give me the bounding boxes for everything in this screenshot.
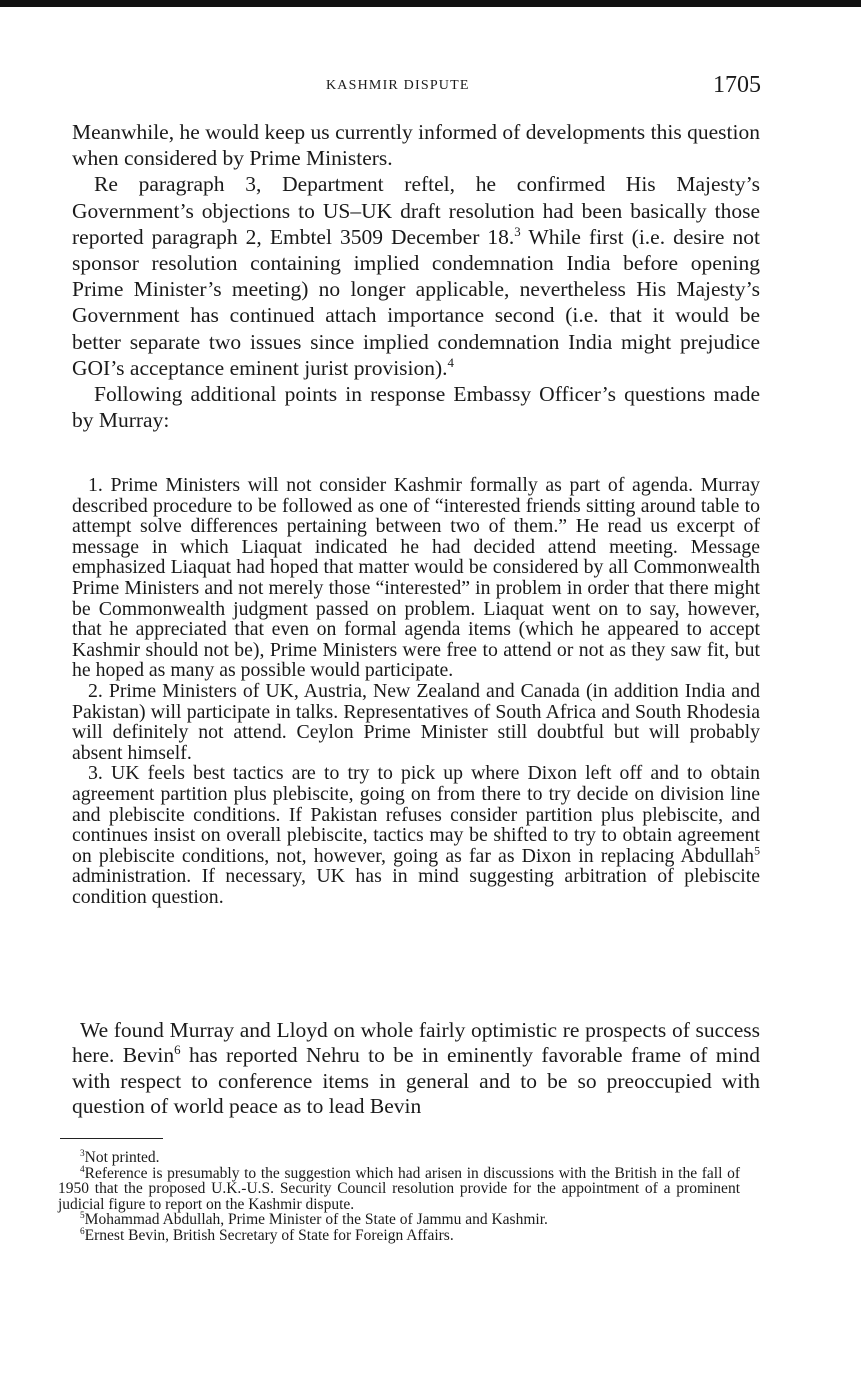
footnotes — [58, 1150, 740, 1244]
paragraph-text: We found Murray and Lloyd on whole fairly optimistic re prospects of success here. Bevin — [72, 1018, 760, 1068]
paragraph-following: Following additional points in response Embassy Officer’s questions made by Murray: — [72, 382, 760, 433]
paragraph-murray-lloyd — [72, 1018, 760, 1120]
footnote-text: Mohammad Abdullah, Prime Minister of the State of Jammu and Kashmir. — [84, 1211, 548, 1229]
footnote-ref: 4 — [447, 355, 454, 370]
footnote-4 — [58, 1166, 740, 1213]
footnote-mark: 6 — [80, 1226, 85, 1237]
page-header — [72, 72, 761, 106]
paragraph-continuation: Meanwhile, he would keep us currently informed of developments this question when considered by Prime Ministers. — [72, 120, 760, 171]
footnote-text: Not printed. — [84, 1149, 160, 1166]
footnote-text: Reference is presumably to the suggestion which had arisen in discussions with the British in the fall of 1950 that the proposed U.K.-U.S. Security Council resolution provide for the appointment of a prominent judicial figure to report on the Kashmir dispute. — [58, 1164, 740, 1213]
footnote-5 — [58, 1212, 740, 1228]
numbered-points — [72, 475, 760, 907]
top-border-rule — [0, 0, 861, 7]
numbered-point-1: 1. Prime Ministers will not consider Kashmir formally as part of agenda. Murray described procedure to be followed as one of “interested friends sitting around table to attempt solve differences pertaining between two of them.” He read us excerpt of message in which Liaquat indicated he had decided attend meeting. Message emphasized Liaquat had hoped that matter would be considered by all Commonwealth Prime Ministers and not merely those “interested” in problem in order that there might be Commonwealth judgment passed on problem. Liaquat went on to say, however, that he appreciated that even on formal agenda items (which he appeared to accept Kashmir should not be), Prime Ministers were free to attend or not as they saw fit, but he hoped as many as possible would participate. — [72, 474, 760, 682]
footnote-divider — [60, 1138, 163, 1139]
paragraph-text: Re paragraph 3, Department reftel, he confirmed His Majesty’s Government’s objections to US–UK draft resolution had been basically those reported paragraph 2, Embtel 3509 December 18. — [72, 172, 760, 249]
numbered-point-2: 2. Prime Ministers of UK, Austria, New Zealand and Canada (in addition India and Pakistan) will participate in talks. Representatives of South Africa and South Rhodesia will definitely not attend. Ceylon Prime Minister still doubtful but will probably absent himself. — [72, 679, 760, 764]
footnote-ref: 6 — [174, 1043, 181, 1058]
opening-paragraphs — [72, 119, 760, 433]
page-number: 1705 — [713, 72, 761, 98]
footnote-ref: 5 — [754, 843, 760, 858]
footnote-mark: 3 — [80, 1148, 85, 1159]
numbered-point-3 — [72, 763, 760, 907]
footnote-ref: 3 — [514, 224, 521, 239]
footnote-text: Ernest Bevin, British Secretary of State for Foreign Affairs. — [84, 1226, 454, 1244]
footnote-3 — [58, 1150, 740, 1166]
footnote-mark: 5 — [80, 1211, 85, 1222]
point-text: 3. UK feels best tactics are to try to pick up where Dixon left off and to obtain agreement partition plus plebiscite, going on from there to try decide on division line and plebiscite conditions. If Pakistan refuses consider partition plus plebiscite, and continues insist on overall plebiscite, tactics may be shifted to try to obtain agreement on plebiscite conditions, not, however, going as far as Dixon in replacing Abdullah — [72, 762, 760, 867]
point-text: administration. If necessary, UK has in mind suggesting arbitration of plebiscite condition question. — [72, 865, 760, 908]
running-title: KASHMIR DISPUTE — [326, 78, 470, 93]
closing-paragraph — [72, 1018, 760, 1120]
paragraph-text: has reported Nehru to be in eminently favorable frame of mind with respect to conference items in general and to be so preoccupied with question of world peace as to lead Bevin — [72, 1043, 760, 1119]
footnote-mark: 4 — [80, 1164, 85, 1175]
footnote-6 — [58, 1228, 740, 1244]
paragraph-text: While first (i.e. desire not sponsor resolution containing implied condemnation India before opening Prime Minister’s meeting) no longer applicable, nevertheless His Majesty’s Government has continued attach importance second (i.e. that it would be better separate two issues since implied condemnation India might prejudice GOI’s acceptance eminent jurist provision). — [72, 224, 760, 380]
paragraph-reftel — [72, 171, 760, 381]
